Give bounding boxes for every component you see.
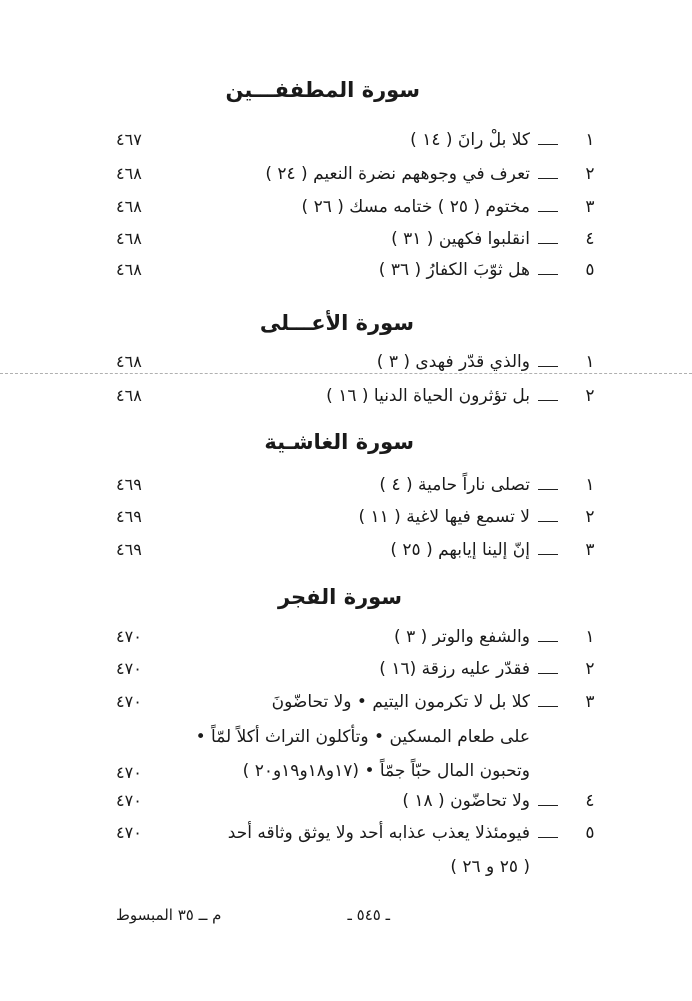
page-reference: ٤٧٠ <box>116 659 142 678</box>
item-number: ٢ <box>585 659 595 679</box>
verse-text: فقدّر عليه رزقة (١٦ ) <box>379 659 530 679</box>
page-reference: ٤٦٨ <box>116 352 142 371</box>
page-reference: ٤٦٨ <box>116 386 142 405</box>
scan-line <box>0 373 692 374</box>
dash-divider <box>538 243 558 244</box>
item-number: ٣ <box>585 540 595 560</box>
surah-title-fajr: سورة الفجر <box>277 585 402 609</box>
list-item <box>0 164 692 194</box>
verse-continuation: ( ٢٥ و ٢٦ ) <box>450 857 530 877</box>
list-item <box>0 823 692 853</box>
page-reference: ٤٦٨ <box>116 229 142 248</box>
page-reference: ٤٦٧ <box>116 130 142 149</box>
list-item <box>0 386 692 416</box>
verse-text: مختوم ( ٢٥ ) ختامه مسك ( ٢٦ ) <box>301 197 530 217</box>
verse-text: ولا تحاضّون ( ١٨ ) <box>402 791 530 811</box>
item-number: ١ <box>585 352 595 372</box>
page-reference: ٤٦٩ <box>116 475 142 494</box>
item-number: ٣ <box>585 692 595 712</box>
verse-text: بل تؤثرون الحياة الدنيا ( ١٦ ) <box>326 386 530 406</box>
page-reference: ٤٦٩ <box>116 540 142 559</box>
page-reference: ٤٧٠ <box>116 763 142 782</box>
verse-text: إنّ إلينا إيابهم ( ٢٥ ) <box>390 540 530 560</box>
page-reference: ٤٧٠ <box>116 791 142 810</box>
verse-text: لا تسمع فيها لاغية ( ١١ ) <box>358 507 530 527</box>
item-number: ٥ <box>585 260 595 280</box>
dash-divider <box>538 274 558 275</box>
surah-title-mutaffifin: سورة المطففـــين <box>225 78 420 102</box>
verse-text: فيومئذلا يعذب عذابه أحد ولا يوثق وثاقه أحد <box>227 823 530 843</box>
item-number: ٢ <box>585 507 595 527</box>
dash-divider <box>538 521 558 522</box>
page-reference: ٤٧٠ <box>116 627 142 646</box>
list-item <box>0 540 692 570</box>
list-item <box>0 791 692 821</box>
item-number: ١ <box>585 475 595 495</box>
list-item <box>0 352 692 382</box>
dash-divider <box>538 144 558 145</box>
verse-continuation: على طعام المسكين • وتأكلون التراث أكلاً لمّاً • <box>195 727 530 747</box>
surah-title-ala: سورة الأعـــلى <box>259 311 414 335</box>
verse-continuation: وتحبون المال حبّاً جمّاً • (١٧و١٨و١٩و٢٠ ) <box>242 761 530 781</box>
page-number: ـ ٥٤٥ ـ <box>347 906 390 924</box>
verse-text: كلا بل لا تكرمون اليتيم • ولا تحاضّونَ <box>271 692 530 712</box>
verse-text: تصلى ناراً حامية ( ٤ ) <box>379 475 530 495</box>
list-item <box>0 475 692 505</box>
list-item <box>0 229 692 259</box>
dash-divider <box>538 837 558 838</box>
item-number: ٤ <box>585 791 595 811</box>
verse-text: والذي قدّر فهدى ( ٣ ) <box>376 352 530 372</box>
dash-divider <box>538 673 558 674</box>
dash-divider <box>538 400 558 401</box>
item-number: ٣ <box>585 197 595 217</box>
list-item <box>0 692 692 722</box>
verse-text: تعرف في وجوههم نضرة النعيم ( ٢٤ ) <box>265 164 530 184</box>
verse-text: كلا بلْ رانَ ( ١٤ ) <box>410 130 530 150</box>
verse-text: والشفع والوتر ( ٣ ) <box>394 627 530 647</box>
dash-divider <box>538 489 558 490</box>
dash-divider <box>538 554 558 555</box>
list-item <box>0 507 692 537</box>
dash-divider <box>538 211 558 212</box>
surah-title-ghashiya: سورة الغاشـية <box>264 430 414 454</box>
list-item <box>0 130 692 160</box>
page-reference: ٤٦٩ <box>116 507 142 526</box>
item-number: ٤ <box>585 229 595 249</box>
dash-divider <box>538 178 558 179</box>
list-item <box>0 659 692 689</box>
dash-divider <box>538 366 558 367</box>
item-number: ٢ <box>585 386 595 406</box>
page-reference: ٤٦٨ <box>116 260 142 279</box>
item-number: ١ <box>585 627 595 647</box>
item-number: ٢ <box>585 164 595 184</box>
item-number: ٥ <box>585 823 595 843</box>
page-reference: ٤٧٠ <box>116 823 142 842</box>
page-reference: ٤٧٠ <box>116 692 142 711</box>
dash-divider <box>538 706 558 707</box>
footer-signature: م ــ ٣٥ المبسوط <box>116 906 222 924</box>
list-item <box>0 627 692 657</box>
page-reference: ٤٦٨ <box>116 197 142 216</box>
verse-text: هل ثوّبَ الكفارُ ( ٣٦ ) <box>378 260 530 280</box>
dash-divider <box>538 805 558 806</box>
item-number: ١ <box>585 130 595 150</box>
dash-divider <box>538 641 558 642</box>
list-item <box>0 260 692 290</box>
list-item <box>0 197 692 227</box>
page-reference: ٤٦٨ <box>116 164 142 183</box>
verse-text: انقلبوا فكهين ( ٣١ ) <box>391 229 530 249</box>
